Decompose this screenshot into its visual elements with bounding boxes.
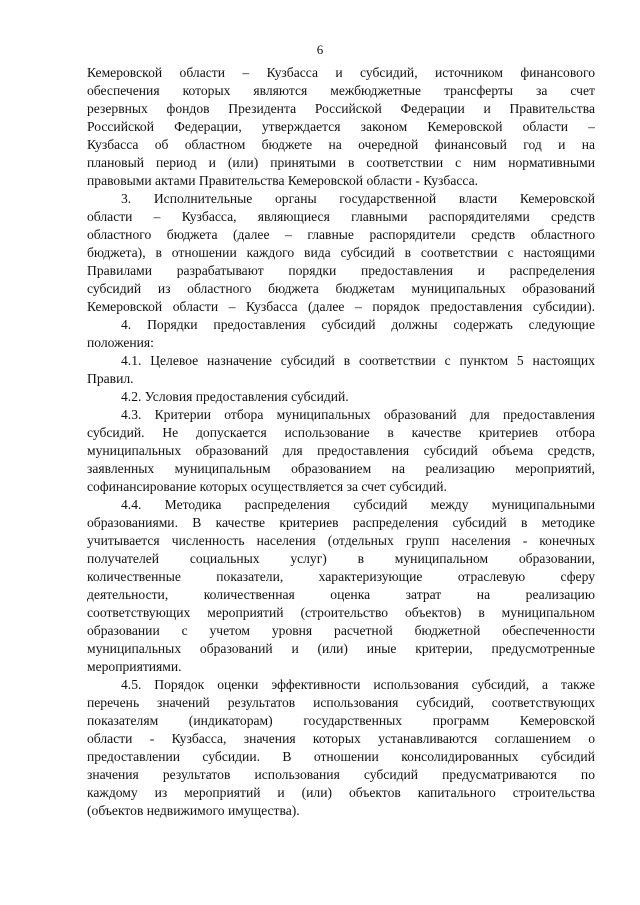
text-line: плановый период и (или) принятыми в соответствии с ним нормативными: [87, 155, 595, 170]
text-line: области - Кузбасса, значения которых устанавливаются соглашением о: [87, 731, 595, 746]
text-line: Кузбасса об областном бюджете на очередной финансовый год и на: [87, 137, 595, 152]
text-line: 4.5. Порядок оценки эффективности использования субсидий, а также: [121, 677, 595, 692]
text-line: мероприятиями.: [87, 659, 182, 674]
text-line: 3. Исполнительные органы государственной власти Кемеровской: [121, 191, 595, 206]
text-line: соответствующих мероприятий (строительство объектов) в муниципальном: [87, 605, 595, 620]
text-line: перечень значений результатов использования субсидий, соответствующих: [87, 695, 595, 710]
text-line: (объектов недвижимого имущества).: [87, 803, 300, 818]
text-line: 4. Порядки предоставления субсидий должны содержать следующие: [121, 317, 595, 332]
text-line: правовыми актами Правительства Кемеровской области - Кузбасса.: [87, 173, 479, 188]
text-line: каждому из мероприятий и (или) объектов капитального строительства: [87, 785, 595, 800]
text-line: количественные показатели, характеризующие отраслевую сферу: [87, 569, 595, 584]
text-line: значения результатов использования субсидий предусматриваются по: [87, 767, 595, 782]
text-line: субсидий из областного бюджета бюджетам муниципальных образований: [87, 281, 595, 296]
text-line: резервных фондов Президента Российской Федерации и Правительства: [87, 101, 595, 116]
text-line: 4.4. Методика распределения субсидий между муниципальными: [121, 497, 595, 512]
text-line: 4.2. Условия предоставления субсидий.: [121, 389, 349, 404]
text-line: муниципальных образований для предоставления субсидий объема средств,: [87, 443, 595, 458]
text-line: образовании с учетом уровня расчетной бюджетной обеспеченности: [87, 623, 595, 638]
text-line: деятельности, количественная оценка затрат на реализацию: [87, 587, 595, 602]
text-line: положения:: [87, 335, 154, 350]
text-line: заявленных муниципальным образованием на реализацию мероприятий,: [87, 461, 595, 476]
text-line: обеспечения которых являются межбюджетные трансферты за счет: [87, 83, 595, 98]
text-line: 4.3. Критерии отбора муниципальных образований для предоставления: [121, 407, 595, 422]
text-line: Правилами разрабатывают порядки предоставления и распределения: [87, 263, 595, 278]
text-line: Российской Федерации, утверждается законом Кемеровской области –: [87, 119, 595, 134]
text-line: показателям (индикаторам) государственных программ Кемеровской: [87, 713, 595, 728]
text-line: бюджета), в отношении каждого вида субсидий в соответствии с настоящими: [87, 245, 595, 260]
text-line: учитывается численность населения (отдельных групп населения - конечных: [87, 533, 595, 548]
text-line: предоставлении субсидии. В отношении консолидированных субсидий: [87, 749, 595, 764]
text-line: получателей социальных услуг) в муниципальном образовании,: [87, 551, 595, 566]
page-number: 6: [316, 42, 324, 57]
text-line: области – Кузбасса, являющиеся главными распорядителями средств: [87, 209, 595, 224]
document-body: [87, 64, 595, 820]
text-line: Кемеровской области – Кузбасса и субсидий, источником финансового: [87, 65, 595, 80]
text-line: субсидий. Не допускается использование в качестве критериев отбора: [87, 425, 595, 440]
text-line: 4.1. Целевое назначение субсидий в соответствии с пунктом 5 настоящих: [121, 353, 595, 368]
text-line: Правил.: [87, 371, 134, 386]
text-line: Кемеровской области – Кузбасса (далее – порядок предоставления субсидии).: [87, 299, 595, 314]
text-line: софинансирование которых осуществляется за счет субсидий.: [87, 479, 447, 494]
text-line: образованиями. В качестве критериев распределения субсидий в методике: [87, 515, 595, 530]
text-line: муниципальных образований и (или) иные критерии, предусмотренные: [87, 641, 595, 656]
text-line: областного бюджета (далее – главные распорядители средств областного: [87, 227, 595, 242]
